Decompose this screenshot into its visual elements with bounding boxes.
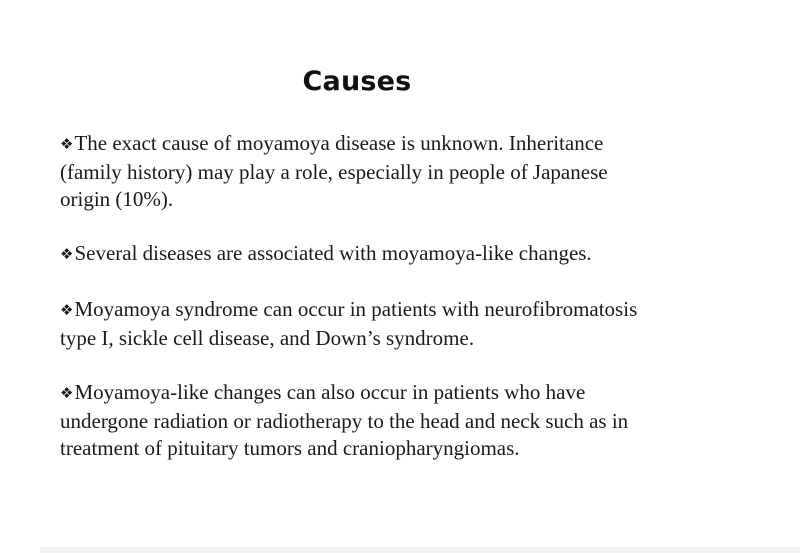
bullet-line <box>60 296 790 325</box>
four-diamond-bullet-icon: ❖ <box>60 301 74 319</box>
bullet-line <box>60 379 790 408</box>
bullet-text: Moyamoya syndrome can occur in patients with neurofibromatosis <box>74 297 638 321</box>
bullet-text: Moyamoya-like changes can also occur in patients who have <box>74 380 586 404</box>
bullet-item <box>60 296 790 352</box>
bullet-line: treatment of pituitary tumors and craniopharyngiomas. <box>60 436 520 460</box>
bullet-item <box>60 240 790 269</box>
bullet-text: Several diseases are associated with moyamoya-like changes. <box>74 241 592 265</box>
bullet-line: type I, sickle cell disease, and Down’s syndrome. <box>60 326 475 350</box>
bullet-line <box>60 130 790 159</box>
bullet-item <box>60 130 790 213</box>
bullet-line <box>60 240 790 269</box>
four-diamond-bullet-icon: ❖ <box>60 245 74 263</box>
slide-title: Causes <box>302 66 412 97</box>
bullet-text: The exact cause of moyamoya disease is unknown. Inheritance <box>74 131 604 155</box>
bottom-divider <box>40 547 800 553</box>
four-diamond-bullet-icon: ❖ <box>60 384 74 402</box>
bullet-line: (family history) may play a role, especially in people of Japanese <box>60 160 608 184</box>
bullet-line: origin (10%). <box>60 187 174 211</box>
bullet-list <box>60 130 790 489</box>
bullet-line: undergone radiation or radiotherapy to the head and neck such as in <box>60 409 629 433</box>
four-diamond-bullet-icon: ❖ <box>60 135 74 153</box>
bullet-item <box>60 379 790 462</box>
